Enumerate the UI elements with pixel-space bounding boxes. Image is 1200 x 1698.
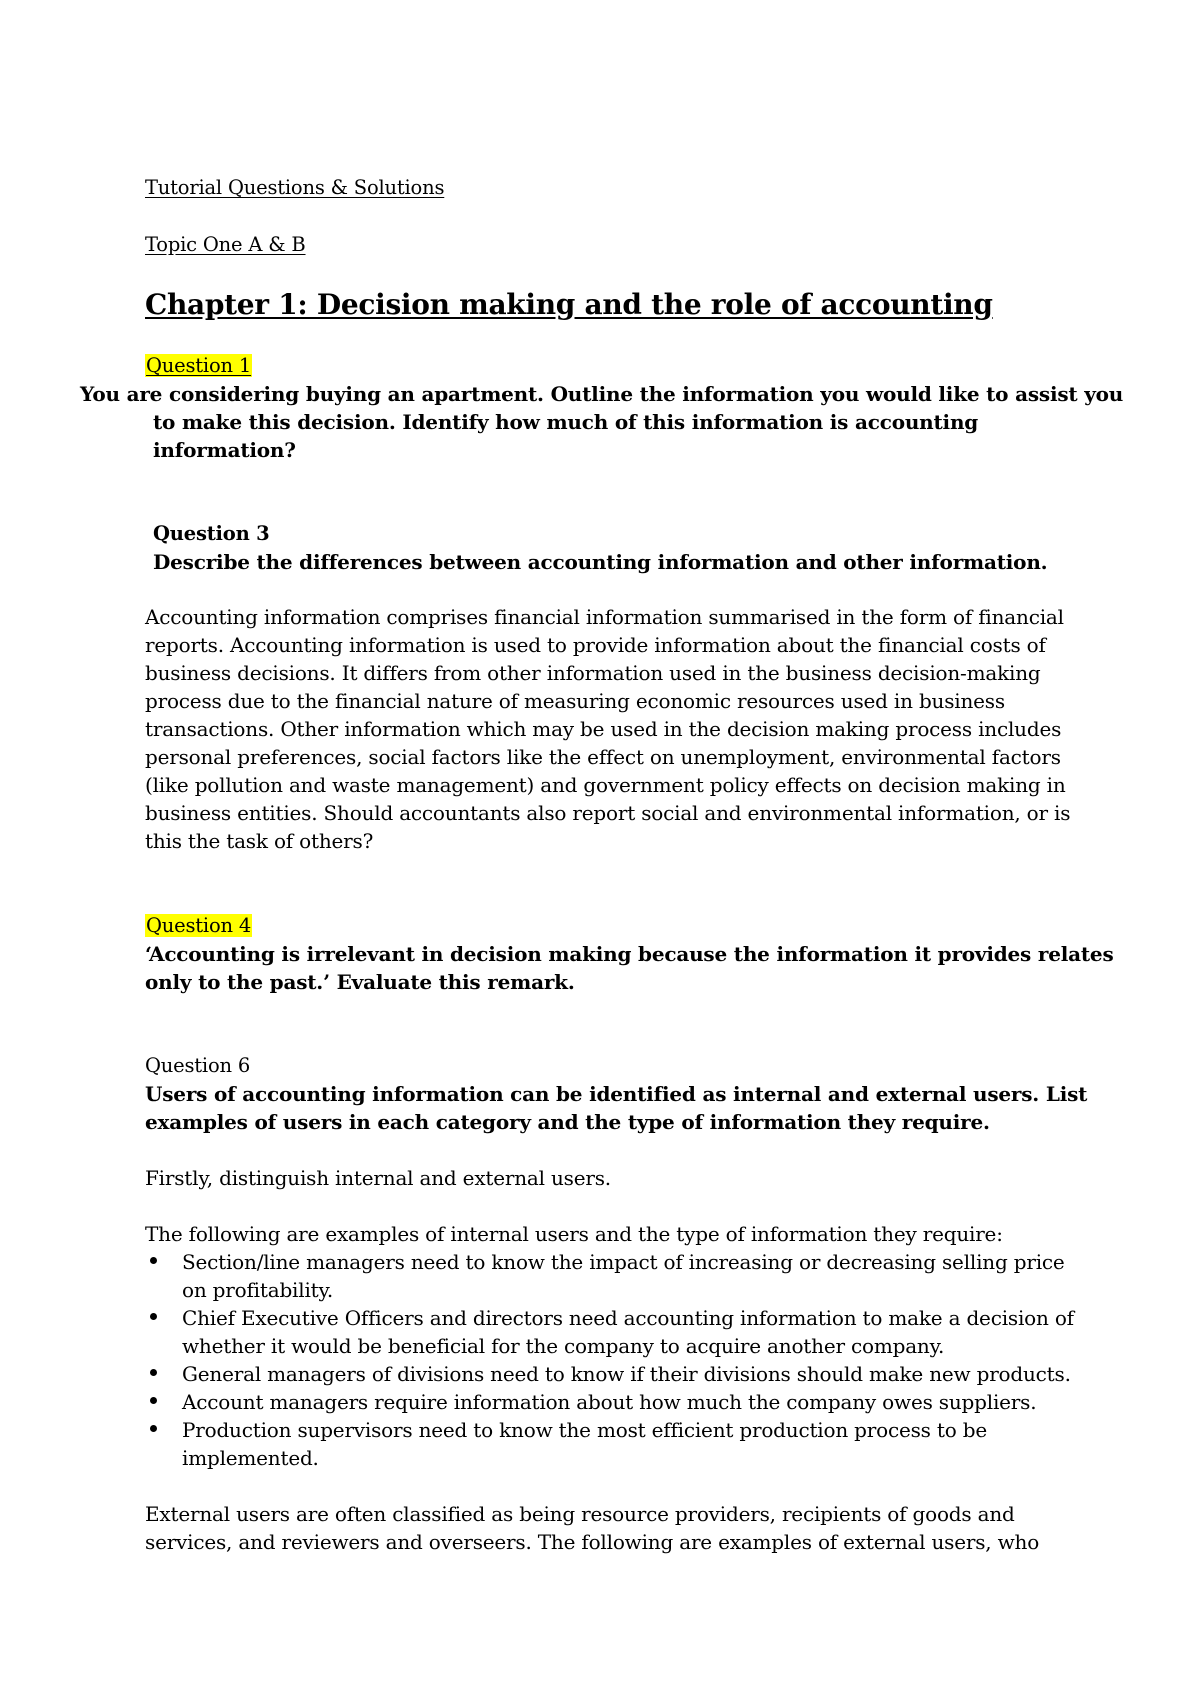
external-users-line-1: External users are often classified as being resource providers, recipients of goods and (145, 1502, 1015, 1526)
question-3-prompt: Describe the differences between accounting information and other information. (153, 550, 1048, 574)
question-1-label: Question 1 (146, 354, 252, 377)
bullet-dot (150, 1369, 157, 1376)
question-3-answer-line-5: transactions. Other information which may be used in the decision making process includes (145, 717, 1062, 741)
bullet-dot (150, 1425, 157, 1432)
question-1-line-3: information? (153, 438, 296, 462)
question-3-answer-line-1: Accounting information comprises financial information summarised in the form of financial (145, 605, 1064, 629)
bullet-dot (150, 1397, 157, 1404)
bullet-dot (150, 1257, 157, 1264)
question-3-answer-line-8: business entities. Should accountants also report social and environmental information, or is (145, 801, 1071, 825)
question-3-answer-line-2: reports. Accounting information is used to provide information about the financial costs of (145, 633, 1046, 657)
question-4-label: Question 4 (146, 914, 252, 937)
question-1-line-1: You are considering buying an apartment. Outline the information you would like to assist you (80, 382, 1124, 406)
question-6-prompt-line-1: Users of accounting information can be identified as internal and external users. List (145, 1082, 1088, 1106)
document-title: Tutorial Questions & Solutions (145, 176, 445, 199)
internal-users-intro: The following are examples of internal users and the type of information they require: (145, 1222, 1003, 1246)
bullet-3-line-1: General managers of divisions need to know if their divisions should make new products. (182, 1362, 1071, 1386)
bullet-4-line-1: Account managers require information about how much the company owes suppliers. (182, 1390, 1037, 1414)
bullet-5-line-2: implemented. (182, 1446, 319, 1470)
question-3-answer-line-6: personal preferences, social factors like the effect on unemployment, environmental factors (145, 745, 1061, 769)
external-users-line-2: services, and reviewers and overseers. The following are examples of external users, who (145, 1530, 1040, 1554)
question-3-answer-line-7: (like pollution and waste management) and government policy effects on decision making in (145, 773, 1066, 797)
question-3-answer-line-9: this the task of others? (145, 829, 374, 853)
bullet-2-line-2: whether it would be beneficial for the company to acquire another company. (182, 1334, 945, 1358)
bullet-dot (150, 1313, 157, 1320)
question-3-answer-line-4: process due to the financial nature of measuring economic resources used in business (145, 689, 1005, 713)
bullet-1-line-1: Section/line managers need to know the impact of increasing or decreasing selling price (182, 1250, 1065, 1274)
question-3-label: Question 3 (153, 522, 270, 545)
bullet-5-line-1: Production supervisors need to know the most efficient production process to be (182, 1418, 987, 1442)
chapter-heading: Chapter 1: Decision making and the role of accounting (145, 288, 993, 321)
question-4-line-2: only to the past.’ Evaluate this remark. (145, 970, 575, 994)
question-1-heading (145, 353, 252, 379)
topic-heading: Topic One A & B (145, 233, 306, 256)
question-4-line-1: ‘Accounting is irrelevant in decision making because the information it provides relates (145, 942, 1114, 966)
question-6-prompt-line-2: examples of users in each category and the type of information they require. (145, 1110, 990, 1134)
question-6-intro: Firstly, distinguish internal and external users. (145, 1166, 611, 1190)
bullet-1-line-2: on profitability. (182, 1278, 334, 1302)
question-3-answer-line-3: business decisions. It differs from other information used in the business decision-making (145, 661, 1041, 685)
bullet-2-line-1: Chief Executive Officers and directors need accounting information to make a decision of (182, 1306, 1074, 1330)
question-1-line-2: to make this decision. Identify how much of this information is accounting (153, 410, 979, 434)
question-6-label: Question 6 (145, 1054, 251, 1077)
question-4-heading (145, 913, 252, 939)
